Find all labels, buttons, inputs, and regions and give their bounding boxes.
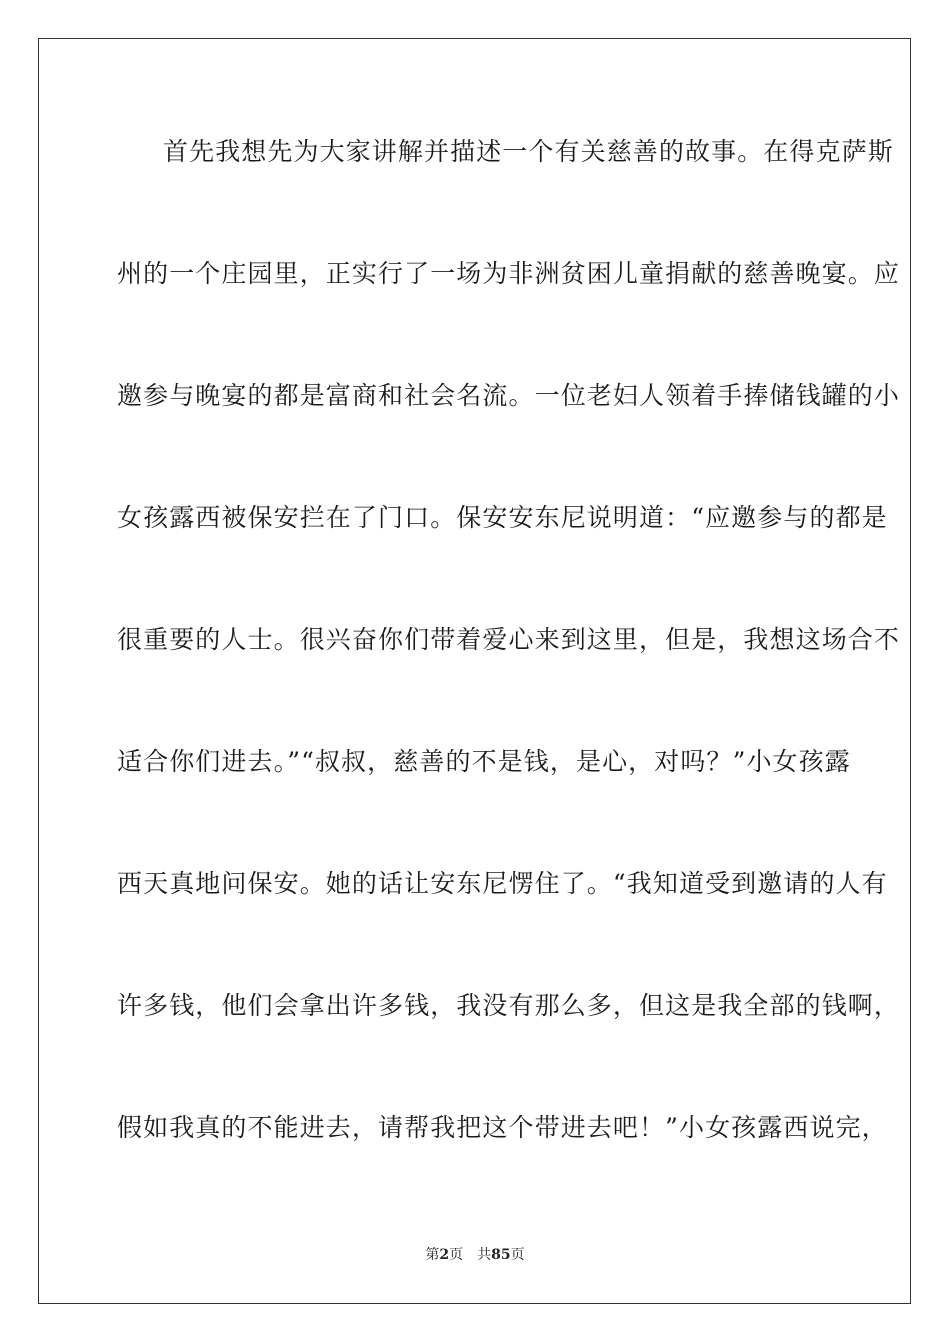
total-pages: 85 <box>491 1247 511 1263</box>
paragraph-line: 女孩露西被保安拦在了门口。保安安东尼说明道：“应邀参与的都是 <box>117 503 888 532</box>
total-label-suffix: 页 <box>510 1247 525 1263</box>
paragraph-line: 州的一个庄园里，正实行了一场为非洲贫困儿童捐献的慈善晚宴。应 <box>117 259 901 288</box>
paragraph-line: 邀参与晚宴的都是富商和社会名流。一位老妇人领着手捧储钱罐的小 <box>117 381 901 410</box>
paragraph-line: 假如我真的不能进去，请帮我把这个带进去吧！”小女孩露西说完， <box>117 1113 888 1142</box>
page-footer <box>0 1246 950 1264</box>
page-number: 2 <box>439 1247 450 1263</box>
paragraph-line: 西天真地问保安。她的话让安东尼愣住了。“我知道受到邀请的人有 <box>117 869 888 898</box>
paragraph-line: 很重要的人士。很兴奋你们带着爱心来到这里，但是，我想这场合不 <box>117 625 901 654</box>
page-label-prefix: 第 <box>425 1247 440 1263</box>
paragraph-line: 适合你们进去。”“叔叔，慈善的不是钱，是心，对吗？”小女孩露 <box>117 747 851 776</box>
paragraph-line: 首先我想先为大家讲解并描述一个有关慈善的故事。在得克萨斯 <box>163 137 894 166</box>
paragraph-line: 许多钱，他们会拿出许多钱，我没有那么多，但这是我全部的钱啊， <box>117 991 901 1020</box>
total-label-prefix: 共 <box>477 1247 492 1263</box>
page-label-suffix: 页 <box>449 1247 464 1263</box>
